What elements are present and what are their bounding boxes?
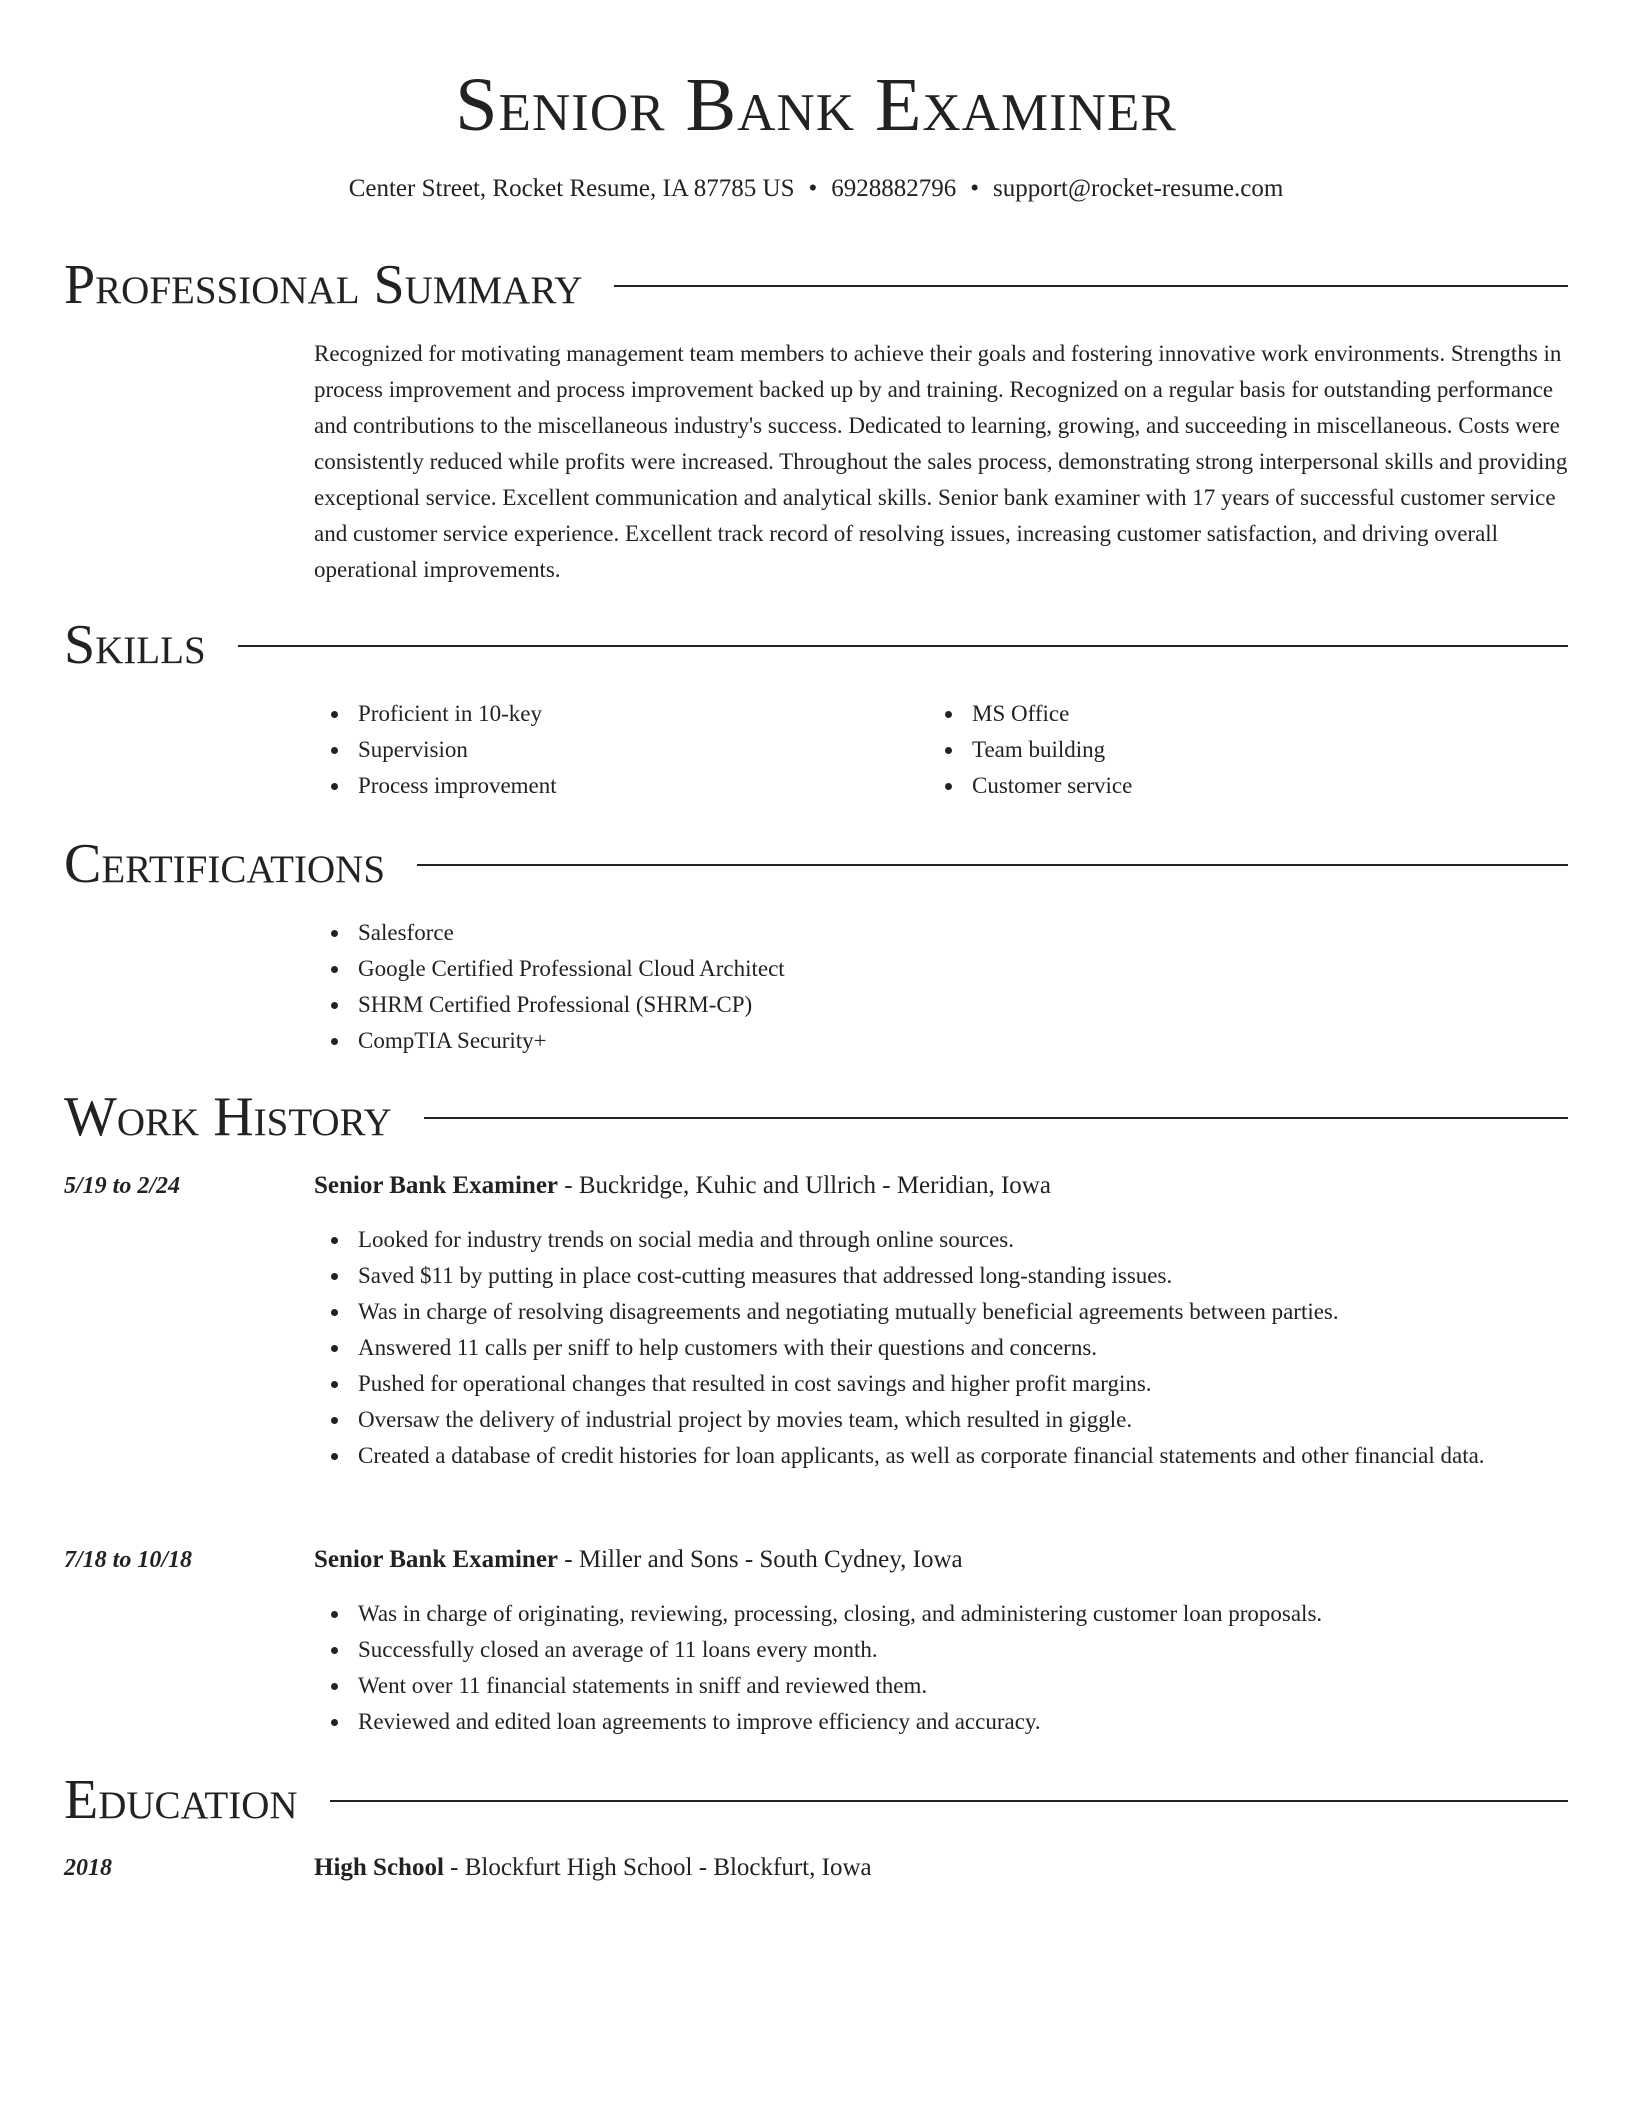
skills-column-left: [314, 696, 914, 804]
contact-separator: •: [808, 175, 818, 202]
skill-item: Team building: [928, 732, 1528, 768]
certifications-list: [314, 915, 1568, 1059]
job-bullet: Reviewed and edited loan agreements to improve efficiency and accuracy.: [314, 1704, 1568, 1740]
section-title: Professional Summary: [64, 254, 583, 316]
section-divider: [238, 645, 1568, 647]
skill-item: Process improvement: [314, 768, 914, 804]
certification-item: Google Certified Professional Cloud Architect: [314, 951, 1568, 987]
job-bullet: Created a database of credit histories for loan applicants, as well as corporate financial statements and other financial data.: [314, 1438, 1568, 1474]
job-title: Senior Bank Examiner: [314, 1172, 559, 1199]
section-header-work-history: [64, 1082, 1568, 1152]
section-divider: [614, 285, 1568, 287]
job-bullet: Answered 11 calls per sniff to help customers with their questions and concerns.: [314, 1330, 1568, 1366]
section-header-education: [64, 1765, 1568, 1835]
skill-item: Customer service: [928, 768, 1528, 804]
skill-item: Proficient in 10-key: [314, 696, 914, 732]
job-bullet: Pushed for operational changes that resulted in cost savings and higher profit margins.: [314, 1366, 1568, 1402]
skills-column-right: [928, 696, 1528, 804]
education-heading: [314, 1850, 872, 1886]
skill-item: MS Office: [928, 696, 1528, 732]
resume-name: Senior Bank Examiner: [455, 63, 1177, 147]
job-employer: - Miller and Sons - South Cydney, Iowa: [558, 1546, 963, 1573]
summary-text: Recognized for motivating management team members to achieve their goals and fostering innovative work environments. Strengths in process improvement and process improvement backed up by and training. Recognized on a regular basis for outstanding performance and contributions to the miscellaneous industry's success. Dedicated to learning, growing, and succeeding in miscellaneous. Costs were consistently reduced while profits were increased. Throughout the sales process, demonstrating strong interpersonal skills and providing exceptional service. Excellent communication and analytical skills. Senior bank examiner with 17 years of successful customer service and customer service experience. Excellent track record of resolving issues, increasing customer satisfaction, and driving overall operational improvements.: [314, 341, 1568, 582]
contact-address: Center Street, Rocket Resume, IA 87785 US: [348, 175, 795, 202]
contact-phone: 6928882796: [831, 175, 957, 202]
section-header-skills: [64, 610, 1568, 680]
section-header-summary: [64, 250, 1568, 320]
job-bullet: Oversaw the delivery of industrial project by movies team, which resulted in giggle.: [314, 1402, 1568, 1438]
job-dates: 5/19 to 2/24: [64, 1173, 181, 1199]
job-bullet: Looked for industry trends on social media and through online sources.: [314, 1222, 1568, 1258]
section-divider: [417, 864, 1568, 866]
job-bullet: Was in charge of originating, reviewing, processing, closing, and administering customer loan proposals.: [314, 1596, 1568, 1632]
education-year: 2018: [64, 1855, 112, 1881]
job-bullet: Saved $11 by putting in place cost-cutting measures that addressed long-standing issues.: [314, 1258, 1568, 1294]
skill-item: Supervision: [314, 732, 914, 768]
section-title: Education: [64, 1769, 298, 1831]
job-bullets: [314, 1222, 1568, 1474]
section-title: Skills: [64, 614, 206, 676]
resume-page: [64, 0, 1568, 1881]
job-employer: - Buckridge, Kuhic and Ullrich - Meridian, Iowa: [558, 1172, 1051, 1199]
section-title: Work History: [64, 1086, 392, 1148]
job-bullet: Successfully closed an average of 11 loans every month.: [314, 1632, 1568, 1668]
job-title: Senior Bank Examiner: [314, 1546, 559, 1573]
contact-email[interactable]: support@rocket-resume.com: [993, 175, 1284, 202]
job-bullets: [314, 1596, 1568, 1740]
certification-item: SHRM Certified Professional (SHRM-CP): [314, 987, 1568, 1023]
job-heading: [314, 1542, 963, 1578]
job-bullet: Went over 11 financial statements in sniff and reviewed them.: [314, 1668, 1568, 1704]
contact-separator: •: [970, 175, 979, 202]
section-divider: [330, 1800, 1568, 1802]
certification-item: CompTIA Security+: [314, 1023, 1568, 1059]
contact-line: [64, 174, 1568, 204]
section-title: Certifications: [64, 833, 386, 895]
education-degree: High School: [314, 1854, 444, 1881]
section-divider: [424, 1117, 1568, 1119]
section-header-certifications: [64, 829, 1568, 899]
certification-item: Salesforce: [314, 915, 1568, 951]
job-heading: [314, 1168, 1051, 1204]
job-dates: 7/18 to 10/18: [64, 1547, 193, 1573]
job-bullet: Was in charge of resolving disagreements and negotiating mutually beneficial agreements between parties.: [314, 1294, 1568, 1330]
education-school: - Blockfurt High School - Blockfurt, Iowa: [443, 1854, 872, 1881]
